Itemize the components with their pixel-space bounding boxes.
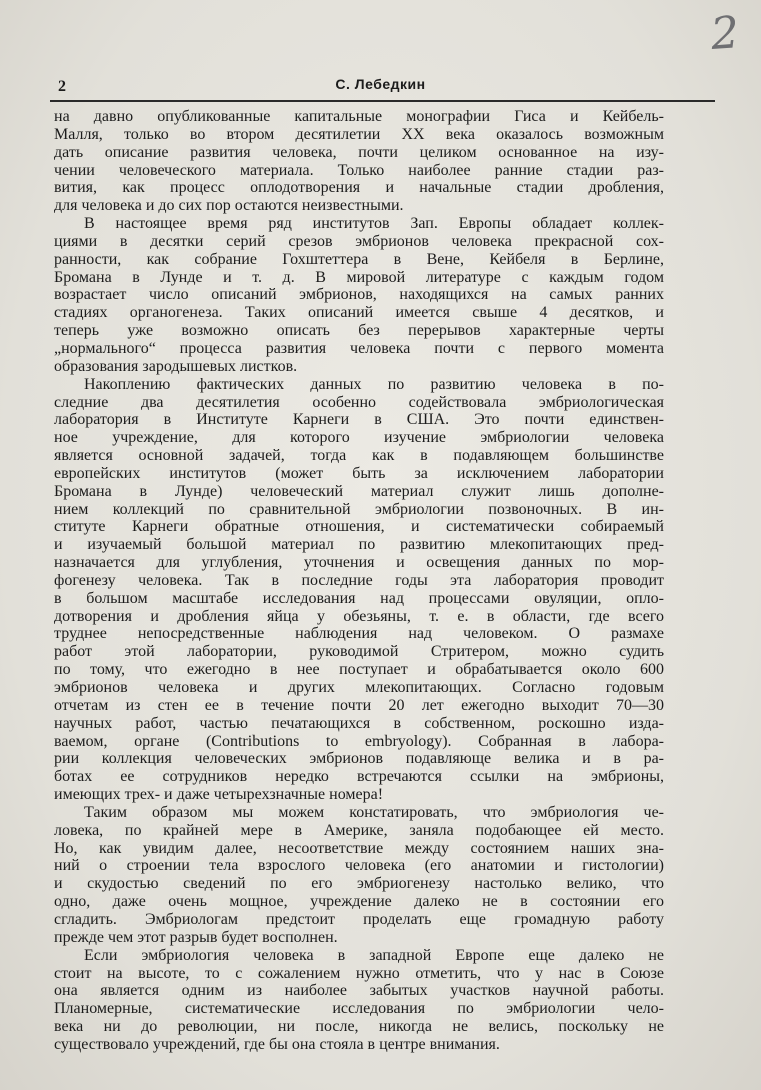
paragraph — [54, 947, 664, 1054]
text-line: отчетам из стен ее в течение почти 20 лет ежегодно выходит 70—30 — [54, 696, 664, 714]
text-line: циями в десятки серий срезов эмбрионов человека прекрасной сох- — [54, 232, 664, 250]
paragraph — [54, 108, 664, 215]
text-line: по тому, что ежегодно в нее поступает и обрабатывается около 600 — [54, 661, 664, 679]
text-line: в большом масштабе исследования над процессами овуляции, опло- — [54, 589, 664, 607]
paragraph — [54, 215, 664, 376]
text-line: для человека и до сих пор остаются неизвестными. — [54, 197, 404, 215]
text-line: века ни до революции, ни после, никогда не велись, поскольку не — [54, 1018, 664, 1036]
running-head — [58, 76, 703, 98]
text-line: и изучаемый большой материал по развитию млекопитающих пред- — [54, 536, 664, 554]
text-line: ваемом, органе (Contributions to embryology). Собранная в лабора- — [54, 732, 664, 750]
text-line: существовало учреждений, где бы она стояла в центре внимания. — [54, 1035, 500, 1053]
running-head-author: С. Лебедкин — [335, 76, 426, 92]
text-line: Бромана в Лунде) человеческий материал служит лишь дополне- — [54, 482, 664, 500]
text-line: ституте Карнеги обратные отношения, и систематически собираемый — [54, 518, 664, 536]
text-line: научных работ, частью печатающихся в собственном, роскошно изда- — [54, 714, 664, 732]
text-line: фогенезу человека. Так в последние годы эта лаборатория проводит — [54, 571, 664, 589]
text-line: стадиях органогенеза. Таких описаний имеется свыше 4 десятков, и — [54, 304, 664, 322]
page-number: 2 — [58, 78, 66, 95]
text-line: европейских институтов (может быть за исключением лаборатории — [54, 464, 664, 482]
text-line: и скудостью сведений по его эмбриогенезу настолько велико, что — [54, 875, 664, 893]
text-line: вития, как процесс оплодотворения и начальные стадии дробления, — [54, 179, 664, 197]
text-line: образования зародышевых листков. — [54, 357, 298, 375]
text-line: чении человеческого материала. Только наиболее ранние стадии раз- — [54, 161, 664, 179]
text-line: имеющих трех- и даже четырехзначные номера! — [54, 786, 384, 804]
text-line: Если эмбриология человека в западной Европе еще далеко не — [84, 946, 664, 964]
text-line: возрастает число описаний эмбрионов, находящихся на самых ранних — [54, 286, 664, 304]
text-line: на давно опубликованные капитальные монографии Гиса и Кейбель- — [54, 108, 664, 125]
text-line: лаборатория в Институте Карнеги в США. Это почти единствен- — [54, 411, 664, 429]
text-line: „нормального“ процесса развития человека почти с первого момента — [54, 339, 664, 357]
text-line: Малля, только во втором десятилетии XX века оказалось возможным — [54, 125, 664, 143]
text-line: Но, как увидим далее, несоответствие между состоянием наших зна- — [54, 839, 664, 857]
text-line: одно, даже очень мощное, учреждение далеко не в состоянии его — [54, 893, 664, 911]
text-line: дать описание развития человека, почти целиком основанное на изу- — [54, 143, 664, 161]
text-line: ное учреждение, для которого изучение эмбриологии человека — [54, 429, 664, 447]
text-line: Накоплению фактических данных по развитию человека в по- — [84, 375, 664, 393]
text-line: она является одним из наиболее забытых участков научной работы. — [54, 982, 664, 1000]
text-line: Бромана в Лунде и т. д. В мировой литературе с каждым годом — [54, 268, 664, 286]
text-line: следние два десятилетия особенно содействовала эмбриологическая — [54, 393, 664, 411]
text-line: В настоящее время ряд институтов Зап. Европы обладает коллек- — [84, 215, 664, 233]
text-line: ний о строении тела взрослого человека (его анатомии и гистологии) — [54, 857, 664, 875]
text-line: нием коллекций по сравнительной эмбриологии позвоночных. В ин- — [54, 500, 664, 518]
text-line: дотворения и дробления яйца у обезьяны, т. е. в области, где всего — [54, 607, 664, 625]
header-rule — [50, 100, 715, 102]
text-line: рии коллекция человеческих эмбрионов подавляюще велика и в ра- — [54, 750, 664, 768]
text-line: ловека, по крайней мере в Америке, заняла подобающее ей место. — [54, 821, 664, 839]
text-line: прежде чем этот разрыв будет восполнен. — [54, 928, 338, 946]
text-line: является основной задачей, тогда как в подавляющем большинстве — [54, 447, 664, 465]
text-line: сгладить. Эмбриологам предстоит проделать еще громадную работу — [54, 910, 664, 928]
text-line: Таким образом мы можем констатировать, что эмбриология че- — [84, 803, 664, 821]
text-line: труднее непосредственные наблюдения над человеком. О размахе — [54, 625, 664, 643]
paragraph — [54, 376, 664, 804]
paragraph — [54, 804, 664, 947]
text-line: эмбрионов человека и других млекопитающих. Согласно годовым — [54, 679, 664, 696]
text-line: работ этой лаборатории, руководимой Стритером, можно судить — [54, 643, 664, 661]
text-line: ранности, как собрание Гохштеттера в Вене, Кейбеля в Берлине, — [54, 250, 664, 268]
body-text — [54, 108, 664, 1054]
text-line: теперь уже возможно описать без перерывов характерные черты — [54, 322, 664, 340]
text-line: ботах ее сотрудников нередко встречаются ссылки на эмбрионы, — [54, 768, 664, 786]
text-line: стоит на высоте, то с сожалением нужно отметить, что у нас в Союзе — [54, 964, 664, 982]
text-line: назначается для углубления, уточнения и освещения данных по мор- — [54, 554, 664, 572]
handwritten-page-mark: 2 — [709, 7, 741, 60]
text-line: Планомерные, систематические исследования по эмбриологии чело- — [54, 1000, 664, 1018]
